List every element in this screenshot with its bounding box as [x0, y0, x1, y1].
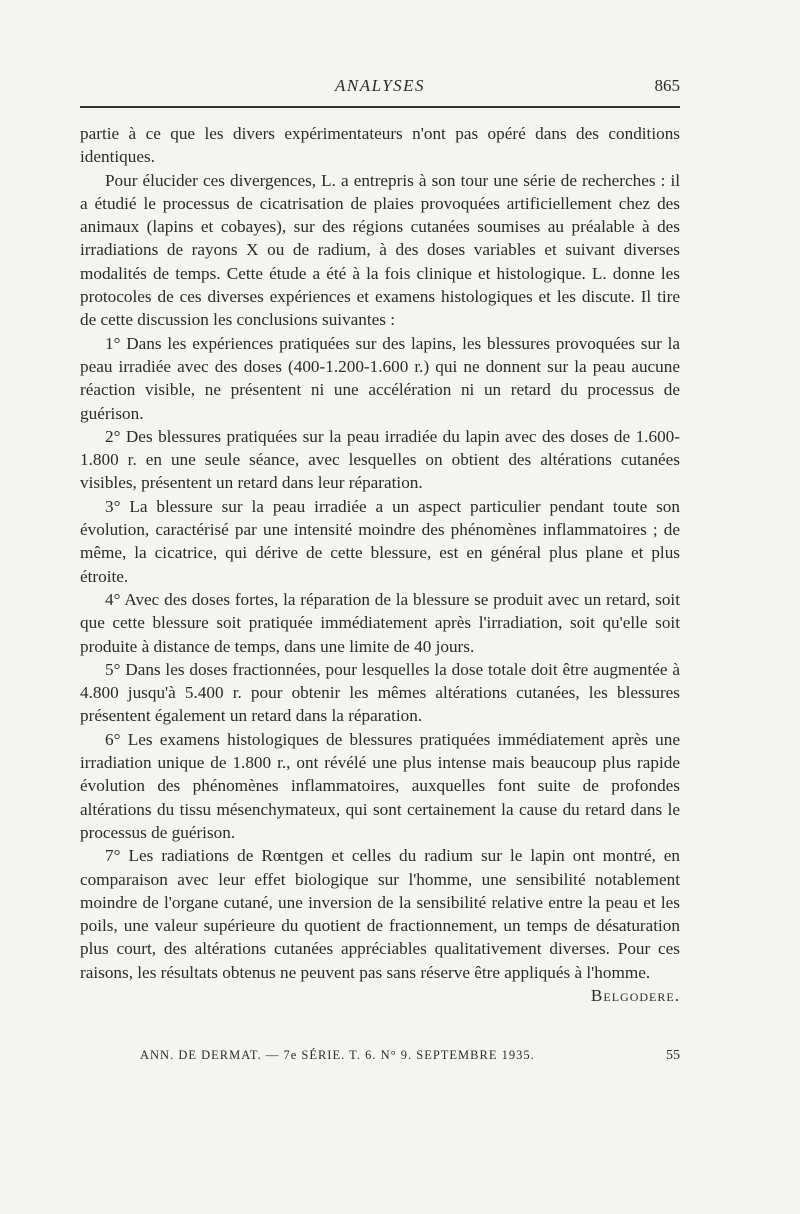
- journal-citation: ANN. DE DERMAT. — 7e SÉRIE. T. 6. N° 9. SEPTEMBRE 1935.: [140, 1048, 535, 1062]
- sheet-number: 55: [666, 1048, 680, 1063]
- paragraph: Pour élucider ces divergences, L. a entrepris à son tour une série de recherches : il a étudié le processus de cicatrisation de plaies provoquées artificiellement chez des animaux (lapins et cobayes), sur des régions cutanées soumises au préalable à des irradiations de rayons X ou de radium, à des doses variables et suivant diverses modalités de temps. Cette étude a été à la fois clinique et histologique. L. donne les protocoles de ces diverses expériences et examens histologiques et les discute. Il tire de cette discussion les conclusions suivantes :: [80, 170, 680, 330]
- page-number: 865: [654, 76, 680, 95]
- conclusion-7-text: 7° Les radiations de Rœntgen et celles du radium sur le lapin ont montré, en comparaison avec leur effet biologique sur l'homme, une sensibilité notablement moindre de l'organe cutané, une inversion de la sensibilité relative entre la peau et les poils, une valeur supérieure du quotient de fractionnement, un temps de désaturation plus court, des altérations cutanées appréciables qualitativement diverses. Pour ces raisons, les résultats obtenus ne peuvent pas sans réserve être appliqués à l'homme.: [80, 846, 680, 982]
- conclusion-5: 5° Dans les doses fractionnées, pour lesquelles la dose totale doit être augmentée à 4.800 jusqu'à 5.400 r. pour obtenir les mêmes altérations cutanées, les blessures présentent également un retard dans la réparation.: [80, 659, 680, 726]
- running-header: [80, 76, 680, 104]
- author-signature: Belgodere.: [590, 985, 680, 1005]
- conclusion-4: 4° Avec des doses fortes, la réparation de la blessure se produit avec un retard, soit que cette blessure soit pratiquée immédiatement après l'irradiation, soit qu'elle soit produite à distance de temps, dans une limite de 40 jours.: [80, 589, 680, 656]
- conclusion-2: 2° Des blessures pratiquées sur la peau irradiée du lapin avec des doses de 1.600-1.800 r. en une seule séance, avec lesquelles on obtient des altérations cutanées visibles, présentent un retard dans leur réparation.: [80, 426, 680, 493]
- conclusion-6: 6° Les examens histologiques de blessures pratiquées immédiatement après une irradiation unique de 1.800 r., ont révélé une plus intense mais beaucoup plus rapide évolution des phénomènes inflammatoires, auxquelles font suite de profondes altérations du tissu mésenchymateux, qui sont certainement la cause du retard dans le processus de guérison.: [80, 729, 680, 842]
- conclusion-1: 1° Dans les expériences pratiquées sur des lapins, les blessures provoquées sur la peau irradiée avec des doses (400-1.200-1.600 r.) qui ne donnent sur la peau aucune réaction visible, ne présentent ni une accélération ni un retard du processus de guérison.: [80, 333, 680, 423]
- conclusion-3: 3° La blessure sur la peau irradiée a un aspect particulier pendant toute son évolution, caractérisé par une intensité moindre des phénomènes inflammatoires ; de même, la cicatrice, qui dérive de cette blessure, est en général plus plane et plus étroite.: [80, 496, 680, 586]
- header-rule: [80, 106, 680, 108]
- body-text: [80, 122, 680, 1007]
- page-footer: [140, 1048, 680, 1063]
- conclusion-7: [80, 844, 680, 1005]
- section-title: ANALYSES: [334, 76, 426, 95]
- paragraph: partie à ce que les divers expérimentateurs n'ont pas opéré dans des conditions identiques.: [80, 124, 680, 167]
